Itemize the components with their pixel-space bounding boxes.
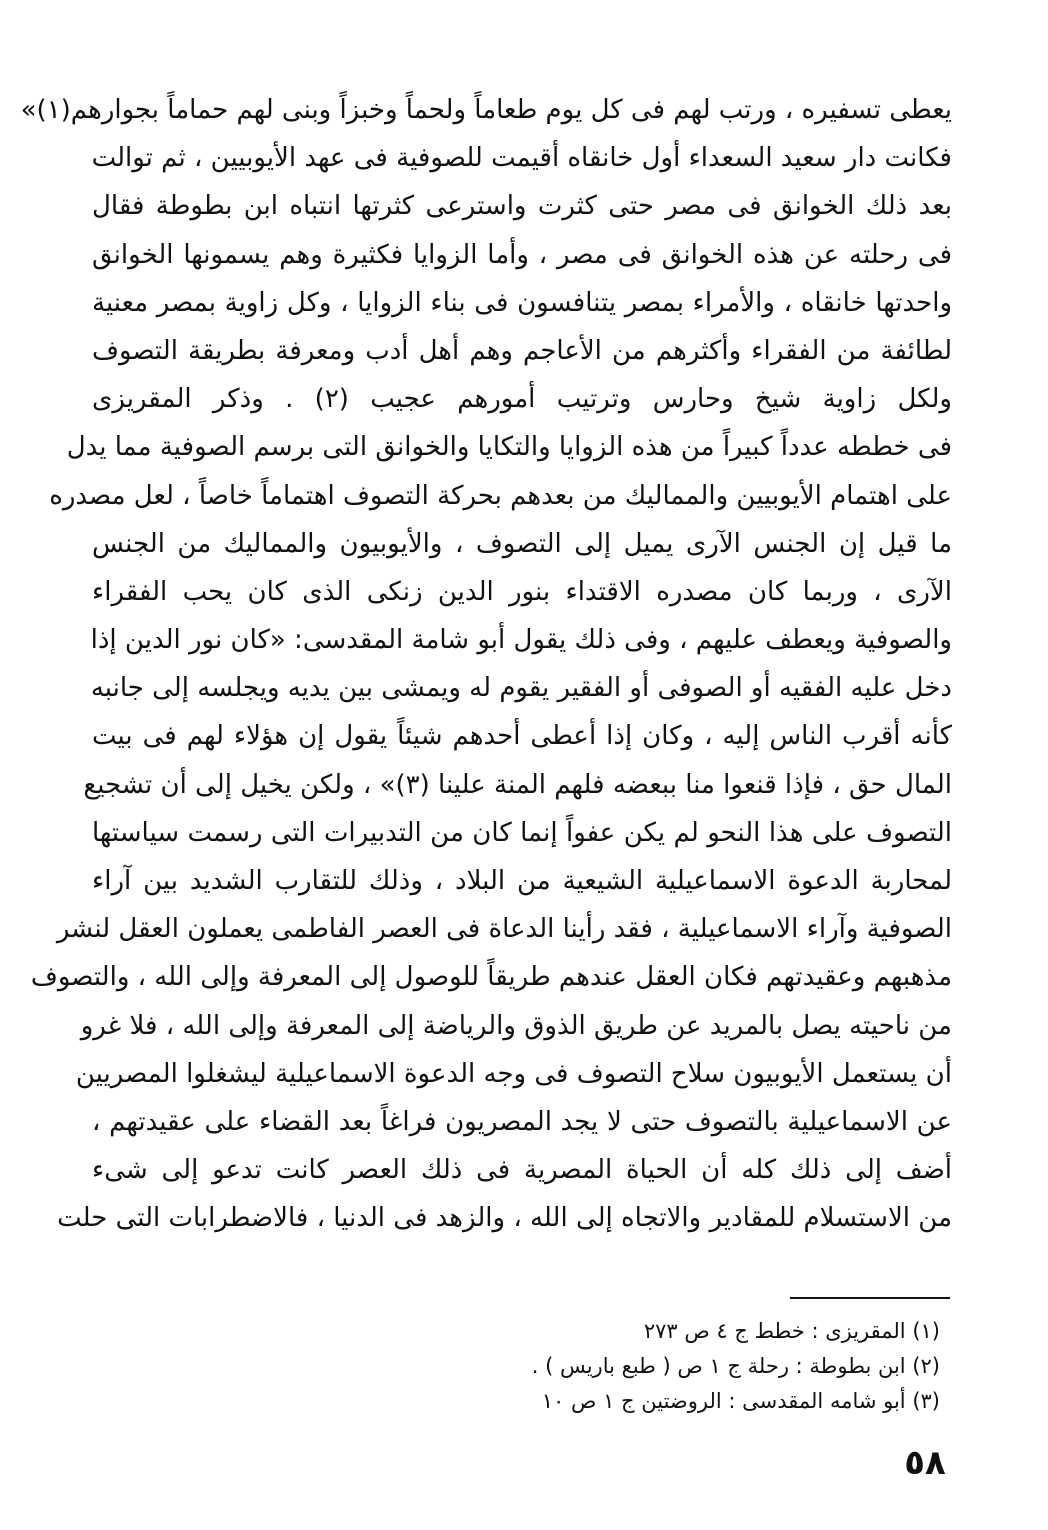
text-line: الصوفية وآراء الاسماعيلية ، فقد رأينا الدعاة فى العصر الفاطمى يعملون العقل لنشر (56, 914, 952, 945)
text-line: مذهبهم وعقيدتهم فكان العقل عندهم طريقاً للوصول إلى المعرفة وإلى الله ، والتصوف (30, 962, 952, 993)
text-line: ولكل زاوية شيخ وحارس وترتيب أمورهم عجيب (٢) . وذكر المقريزى (92, 384, 952, 415)
text-line: عن الاسماعيلية بالتصوف حتى لا يجد المصريون فراغاً بعد القضاء على عقيدتهم ، (92, 1106, 952, 1137)
text-line: والصوفية ويعطف عليهم ، وفى ذلك يقول أبو شامة المقدسى: «كان نور الدين إذا (90, 625, 952, 656)
footnote-2: (٢) ابن بطوطة : رحلة ج ١ ص ( طبع باريس ) . (531, 1354, 940, 1378)
text-line: ما قيل إن الجنس الآرى يميل إلى التصوف ، والأيوبيون والمماليك من الجنس (92, 528, 952, 559)
text-line: فكانت دار سعيد السعداء أول خانقاه أقيمت للصوفية فى عهد الأيوبيين ، ثم توالت (91, 143, 952, 174)
text-line: أن يستعمل الأيوبيون سلاح التصوف فى وجه الدعوة الاسماعيلية ليشغلوا المصريين (75, 1058, 952, 1089)
text-line: على اهتمام الأيوبيين والمماليك من بعدهم بحركة التصوف اهتماماً خاصاً ، لعل مصدره (49, 480, 952, 511)
text-line: واحدتها خانقاه ، والأمراء بمصر يتنافسون فى بناء الزوايا ، وكل زاوية بمصر معنية (92, 287, 952, 318)
text-line: فى رحلته عن هذه الخوانق فى مصر ، وأما الزوايا فكثيرة وهم يسمونها الخوانق (92, 239, 952, 270)
footnotes (240, 1314, 940, 1419)
footnote-3: (٣) أبو شامه المقدسى : الروضتين ج ١ ص ١٠ (541, 1389, 940, 1413)
text-line: الآرى ، وربما كان مصدره الاقتداء بنور الدين زنكى الذى كان يحب الفقراء (92, 576, 952, 607)
page-number: ٥٨ (904, 1443, 946, 1483)
footnote-1: (١) المقريزى : خطط ج ٤ ص ٢٧٣ (643, 1319, 940, 1343)
text-line: أضف إلى ذلك كله أن الحياة المصرية فى ذلك العصر كانت تدعو إلى شىء (92, 1155, 952, 1186)
text-line: كأنه أقرب الناس إليه ، وكان إذا أعطى أحدهم شيئاً يقول إن هؤلاء لهم فى بيت (92, 721, 952, 752)
footnote-divider (790, 1297, 950, 1299)
text-line: يعطى تسفيره ، ورتب لهم فى كل يوم طعاماً ولحماً وخبزاً وبنى لهم حماماً بجوارهم(١)» (20, 95, 952, 125)
text-line: لمحاربة الدعوة الاسماعيلية الشيعية من البلاد ، وذلك للتقارب الشديد بين آراء (92, 866, 952, 896)
body-text (20, 86, 952, 1243)
text-line: فى خططه عدداً كبيراً من هذه الزوايا والتكايا والخوانق التى برسم الصوفية مما يدل (66, 432, 952, 463)
text-line: من ناحيته يصل بالمريد عن طريق الذوق والرياضة إلى المعرفة وإلى الله ، فلا غرو (80, 1010, 952, 1041)
text-line: من الاستسلام للمقادير والاتجاه إلى الله ، والزهد فى الدنيا ، فالاضطرابات التى حلت (57, 1203, 952, 1234)
text-line: لطائفة من الفقراء وأكثرهم من الأعاجم وهم أهل أدب ومعرفة بطريقة التصوف (92, 335, 952, 366)
text-line: المال حق ، فإذا قنعوا منا ببعضه فلهم المنة علينا (٣)» ، ولكن يخيل إلى أن تشجيع (83, 769, 952, 800)
text-line: دخل عليه الفقيه أو الصوفى أو الفقير يقوم له ويمشى بين يديه ويجلسه إلى جانبه (90, 673, 952, 704)
text-line: بعد ذلك الخوانق فى مصر حتى كثرت واسترعى كثرتها انتباه ابن بطوطة فقال (92, 191, 952, 222)
text-line: التصوف على هذا النحو لم يكن عفواً إنما كان من التدبيرات التى رسمت سياستها (92, 817, 952, 848)
